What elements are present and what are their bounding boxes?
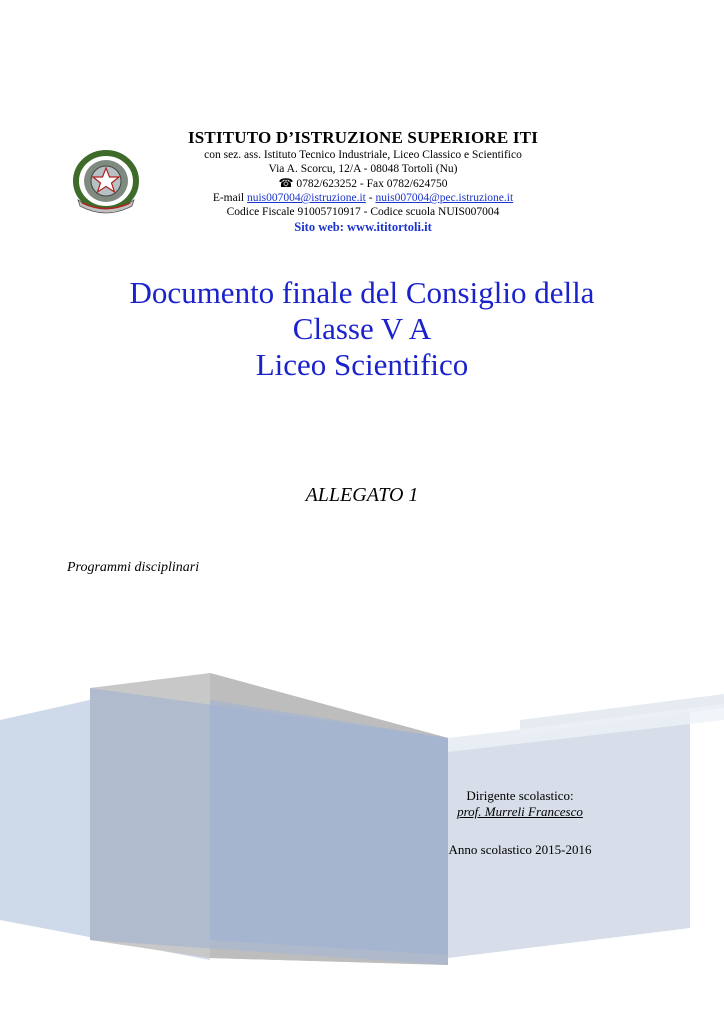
title-line-3: Liceo Scientifico	[255, 347, 469, 382]
school-name: ISTITUTO D’ISTRUZIONE SUPERIORE ITI	[187, 128, 539, 147]
fiscal-code: Codice Fiscale 91005710917 - Codice scuola NUIS007004	[226, 206, 500, 218]
email-separator: -	[365, 192, 376, 204]
email-link[interactable]: nuis007004@istruzione.it	[246, 192, 366, 204]
school-sections: con sez. ass. Istituto Tecnico Industriale, Liceo Classico e Scientifico	[204, 149, 522, 161]
principal-name: prof. Murreli Francesco	[457, 804, 583, 819]
allegato-label: ALLEGATO 1	[305, 484, 419, 506]
title-line-1: Documento finale del Consiglio della	[129, 275, 595, 310]
signature-block	[430, 788, 610, 858]
title-line-2: Classe V A	[292, 311, 432, 346]
pec-email-link[interactable]: nuis007004@pec.istruzione.it	[375, 192, 514, 204]
programmi-label: Programmi disciplinari	[67, 560, 200, 575]
phone-fax: 0782/623252 - Fax 0782/624750	[296, 178, 448, 190]
telephone-icon: ☎	[278, 176, 294, 190]
principal-role: Dirigente scolastico:	[466, 788, 574, 803]
email-label: E-mail	[212, 192, 245, 204]
school-address: Via A. Scorcu, 12/A - 08048 Tortolì (Nu)	[268, 163, 458, 175]
website-link[interactable]: Sito web: www.ititortoli.it	[294, 220, 432, 234]
school-year: Anno scolastico 2015-2016	[448, 842, 592, 857]
